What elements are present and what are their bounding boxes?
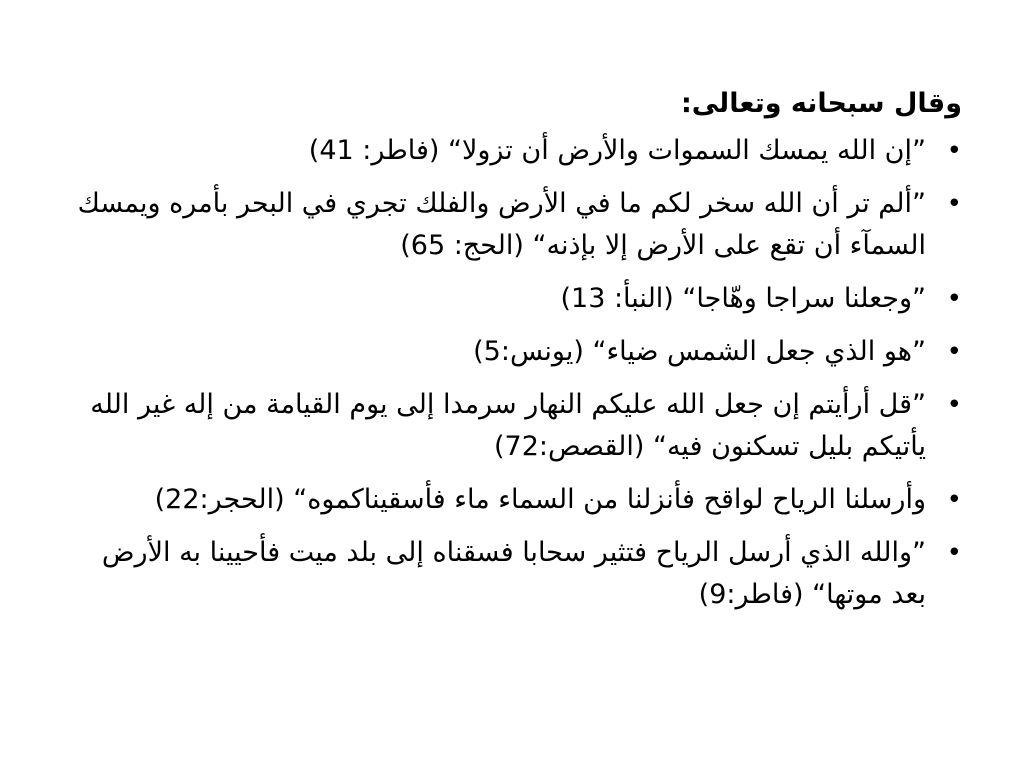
verse-item: • ”وجعلنا سراجا وهّاجا“ (النبأ: 13): [70, 278, 962, 320]
verse-item: • ”هو الذي جعل الشمس ضياء“ (يونس:5): [70, 331, 962, 373]
verse-list: [70, 130, 962, 616]
verse-item: • ”والله الذي أرسل الرياح فتثير سحابا فسقناه إلى بلد ميت فأحيينا به الأرض بعد موتها“ (فاطر:9): [70, 532, 962, 616]
verse-item: • ”إن الله يمسك السموات والأرض أن تزولا“ (فاطر: 41): [70, 130, 962, 172]
verse-item: • ”ألم تر أن الله سخر لكم ما في الأرض والفلك تجري في البحر بأمره ويمسك السمآء أن تقع على الأرض إلا بإذنه“ (الحج: 65): [70, 183, 962, 267]
slide-heading: وقال سبحانه وتعالى:: [680, 88, 962, 119]
verse-item: • ”قل أرأيتم إن جعل الله عليكم النهار سرمدا إلى يوم القيامة من إله غير الله يأتيكم بليل تسكنون فيه“ (القصص:72): [70, 384, 962, 468]
slide-content: [70, 82, 962, 627]
verse-item: • وأرسلنا الرياح لواقح فأنزلنا من السماء ماء فأسقيناكموه“ (الحجر:22): [70, 479, 962, 521]
